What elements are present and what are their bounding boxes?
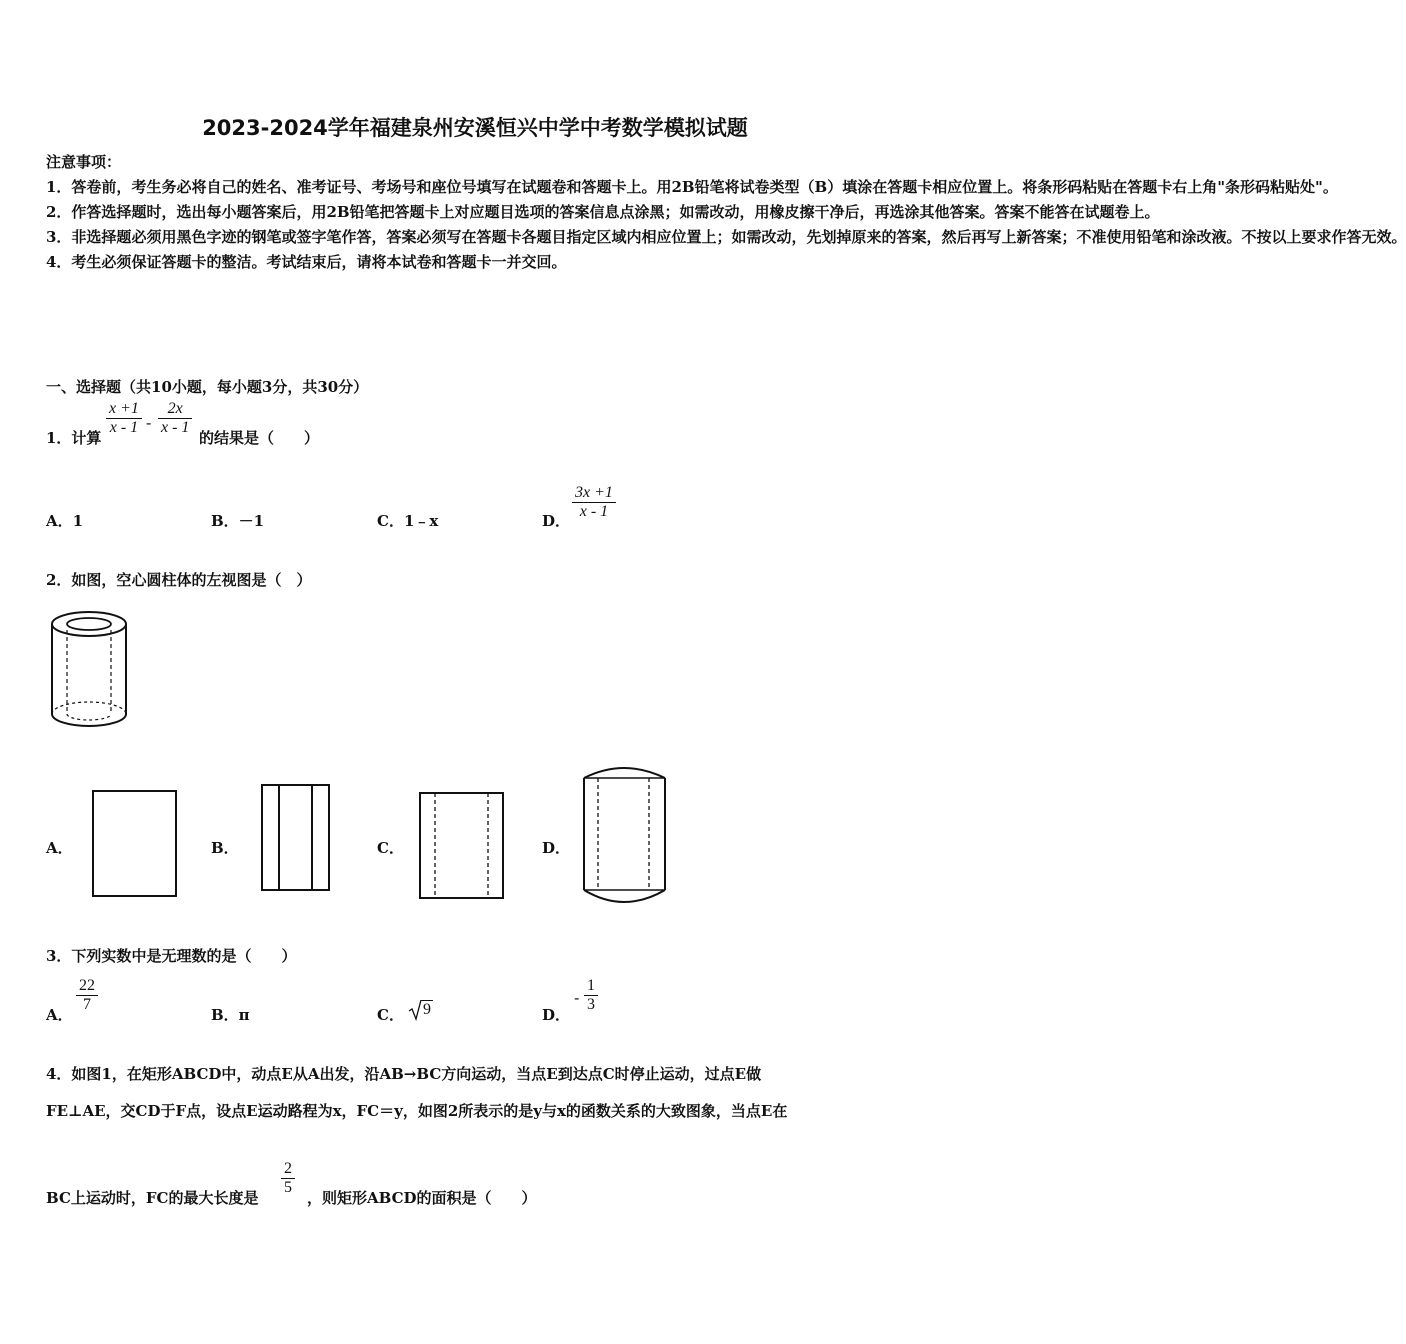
notice-item-2: 2．作答选择题时，选出每小题答案后，用2B铅笔把答题卡上对应题目选项的答案信息点涂黑；如需改动，用橡皮擦干净后，再选涂其他答案。答案不能答在试题卷上。 xyxy=(46,203,1160,221)
q3-option-d-label: D． xyxy=(542,1006,571,1024)
q1-suffix: 的结果是（ ） xyxy=(199,429,320,447)
q3-text: 3．下列实数中是无理数的是（ ） xyxy=(46,947,297,965)
q1-option-a: A．1 xyxy=(46,512,84,530)
notice-item-4: 4．考生必须保证答题卡的整洁。考试结束后，请将本试卷和答题卡一并交回。 xyxy=(46,253,567,271)
q2-option-a-figure xyxy=(92,790,178,898)
q3-option-c-label: C． xyxy=(377,1006,404,1024)
q2-option-d-figure xyxy=(582,766,668,906)
q2-option-b-label: B． xyxy=(211,839,239,857)
q1-option-d-fraction xyxy=(572,484,616,521)
page-title: 2023-2024学年福建泉州安溪恒兴中学中考数学模拟试题 xyxy=(202,116,748,140)
q1-fraction-2-denominator: x - 1 xyxy=(158,418,192,437)
q3-option-a-numerator: 22 xyxy=(79,977,95,994)
q3-option-c-radicand: 9 xyxy=(423,1001,431,1018)
q3-option-a-denominator: 7 xyxy=(76,995,98,1014)
q1-fraction-1 xyxy=(106,400,142,437)
q1-prefix: 1．计算 xyxy=(46,429,102,447)
notice-heading: 注意事项： xyxy=(46,153,122,171)
q4-line-3b: ，则矩形ABCD的面积是（ ） xyxy=(307,1189,537,1207)
q3-option-a-fraction xyxy=(76,977,98,1014)
q1-option-c: C．1﹣x xyxy=(377,512,439,530)
q2-option-c-figure xyxy=(419,792,505,900)
section-heading: 一、选择题（共10小题，每小题3分，共30分） xyxy=(46,378,369,396)
q1-minus: - xyxy=(146,413,152,432)
q1-option-d-label: D． xyxy=(542,512,571,530)
sqrt-symbol xyxy=(408,999,422,1021)
q3-option-d-numerator: 1 xyxy=(587,977,595,994)
q3-option-d-sign: - xyxy=(574,988,580,1007)
notice-block xyxy=(46,150,1406,275)
q1-option-d-denominator: x - 1 xyxy=(572,502,616,521)
q4-line-2: FE⊥AE，交CD于F点，设点E运动路程为x，FC＝y，如图2所表示的是y与x的函数关系的大致图象，当点E在 xyxy=(46,1102,788,1120)
q4-fraction-denominator: 5 xyxy=(281,1178,295,1197)
notice-item-1: 1．答卷前，考生务必将自己的姓名、准考证号、考场号和座位号填写在试题卷和答题卡上。用2B铅笔将试卷类型（B）填涂在答题卡相应位置上。将条形码粘贴在答题卡右上角"条形码粘贴处"。 xyxy=(46,178,1338,196)
q2-option-c-label: C． xyxy=(377,839,404,857)
q1-fraction-2-numerator: 2x xyxy=(167,400,183,417)
q3-option-d-denominator: 3 xyxy=(584,995,598,1014)
q4-fraction-numerator: 2 xyxy=(284,1160,292,1177)
q3-option-b: B．π xyxy=(211,1006,250,1024)
q2-option-d-label: D． xyxy=(542,839,571,857)
q3-option-a-label: A． xyxy=(46,1006,73,1024)
q1-option-d-numerator: 3x +1 xyxy=(575,484,613,501)
q4-fraction xyxy=(281,1160,295,1197)
q4-line-3a: BC上运动时，FC的最大长度是 xyxy=(46,1189,259,1207)
q2-text: 2．如图，空心圆柱体的左视图是（ ） xyxy=(46,571,312,589)
q3-option-d-fraction xyxy=(584,977,598,1014)
q1-fraction-1-numerator: x +1 xyxy=(109,400,139,417)
q2-option-a-label: A． xyxy=(46,839,73,857)
q1-option-b: B．－1 xyxy=(211,512,265,530)
q2-option-b-figure xyxy=(261,784,331,892)
q1-fraction-1-denominator: x - 1 xyxy=(106,418,142,437)
notice-item-3: 3．非选择题必须用黑色字迹的钢笔或签字笔作答，答案必须写在答题卡各题目指定区域内相应位置上；如需改动，先划掉原来的答案，然后再写上新答案；不准使用铅笔和涂改液。不按以上要求作答无效。 xyxy=(46,228,1406,246)
q1-fraction-2 xyxy=(158,400,192,437)
hollow-cylinder-figure xyxy=(48,610,130,732)
q4-line-1: 4．如图1，在矩形ABCD中，动点E从A出发，沿AB→BC方向运动，当点E到达点C时停止运动，过点E做 xyxy=(46,1065,762,1083)
